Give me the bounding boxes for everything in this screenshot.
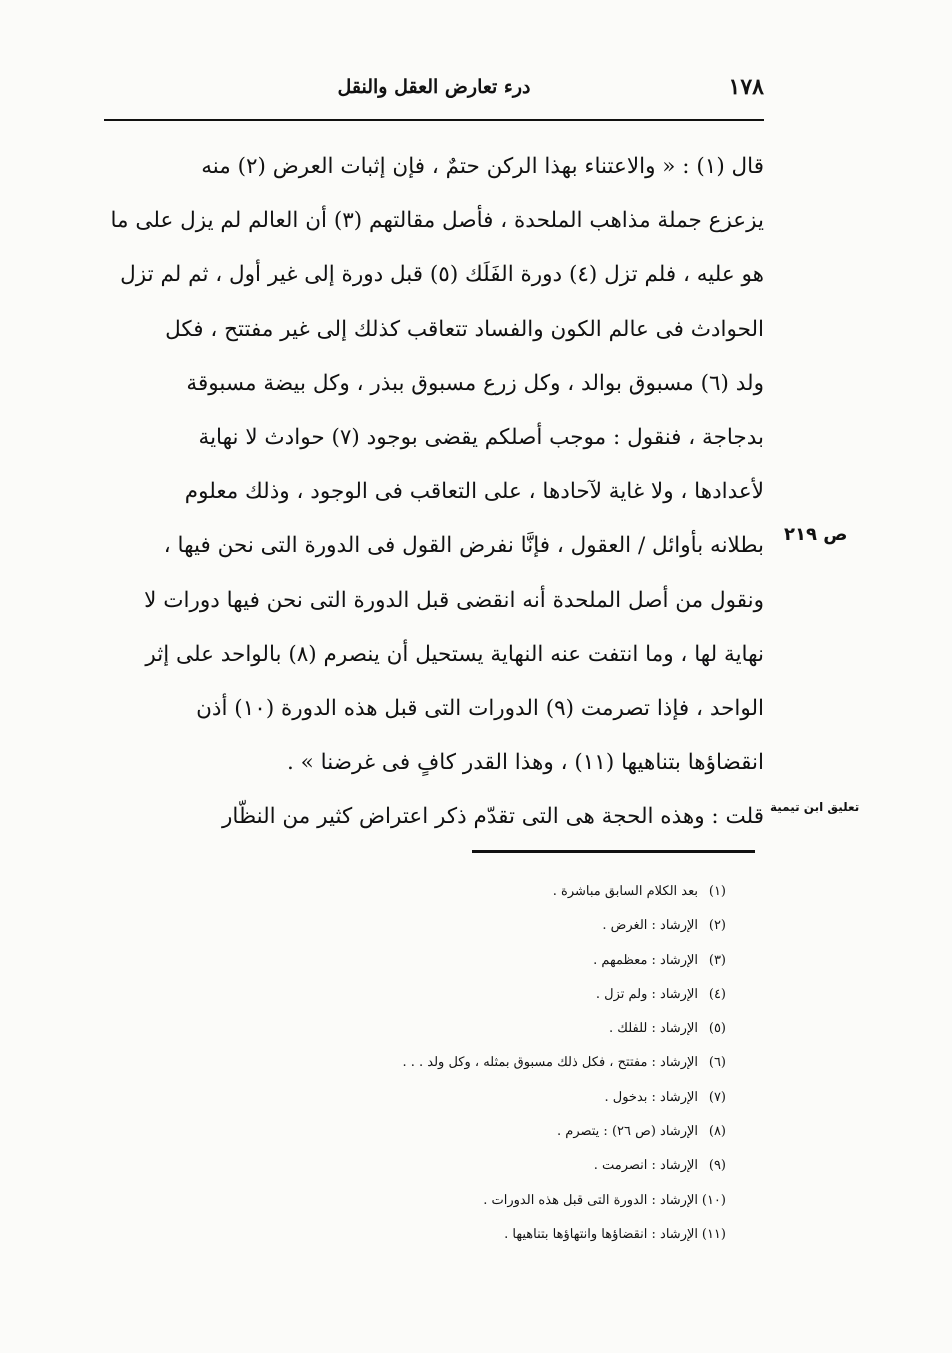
footnote-text: الإرشاد : بدخول . xyxy=(604,1089,698,1105)
footnote-number: (١٠) xyxy=(701,1192,726,1208)
footnote-text: الإرشاد : الغرض . xyxy=(602,918,698,934)
footnote-number: (١) xyxy=(708,884,726,899)
footnote-text: الإرشاد : انقضاؤها وانتهاؤها بتناهيها . xyxy=(504,1226,698,1242)
footnote-item xyxy=(246,1046,726,1080)
footnote-number: (٤) xyxy=(708,986,726,1002)
text-line-10: نهاية لها ، وما انتفت عنه النهاية يستحيل أن ينصرم (٨) بالواحد على إثر xyxy=(145,641,764,667)
footnote-item xyxy=(246,1218,726,1252)
footnote-text: الإرشاد : الدورة التى قبل هذه الدورات . xyxy=(483,1192,698,1208)
running-title: درء تعارض العقل والنقل xyxy=(337,76,531,98)
text-line-1: قال (١) : « والاعتناء بهذا الركن حتمٌ ، فإن إثبات العرض (٢) منه xyxy=(201,154,764,179)
footnote-number: (٨) xyxy=(708,1124,726,1140)
text-line-12: انقضاؤها بتناهيها (١١) ، وهذا القدر كافٍ فى غرضنا » . xyxy=(287,750,764,776)
footnote-text: الإرشاد : انصرمت . xyxy=(593,1158,698,1174)
footnote-item xyxy=(246,1149,726,1183)
footnote-text: الإرشاد : ولم تزل . xyxy=(595,986,698,1002)
footnote-item xyxy=(246,1012,726,1046)
footnote-item xyxy=(246,909,726,943)
page-header xyxy=(104,74,764,114)
main-text xyxy=(104,140,764,845)
text-line-5: ولد (٦) مسبوق بوالد ، وكل زرع مسبوق ببذر ، وكل بيضة مسبوقة xyxy=(186,370,764,396)
text-line-3: هو عليه ، فلم تزل (٤) دورة الفَلَك (٥) قبل دورة إلى غير أول ، ثم لم تزل xyxy=(120,262,764,288)
footnote-divider xyxy=(472,850,755,853)
text-line-6: بدجاجة ، فنقول : موجب أصلكم يقضى بوجود (٧) حوادث لا نهاية xyxy=(198,425,764,451)
header-divider xyxy=(104,119,764,121)
footnote-number: (٦) xyxy=(708,1055,726,1071)
footnote-number: (٢) xyxy=(708,918,726,934)
margin-comment-label: تعليق ابن تيمية xyxy=(770,800,860,814)
footnotes-list xyxy=(246,875,726,1252)
text-line-2: يزعزع جملة مذاهب الملحدة ، فأصل مقالتهم (٣) أن العالم لم يزل على ما xyxy=(110,208,764,234)
footnote-number: (٥) xyxy=(708,1021,726,1037)
text-line-9: ونقول من أصل الملحدة أنه انقضى قبل الدورة التى نحن فيها دورات لا xyxy=(144,587,764,613)
footnote-item xyxy=(246,944,726,978)
footnote-number: (١١) xyxy=(701,1226,726,1242)
text-line-8: بطلانه بأوائل / العقول ، فإنَّا نفرض القول فى الدورة التى نحن فيها ، xyxy=(163,533,764,559)
text-line-11: الواحد ، فإذا تصرمت (٩) الدورات التى قبل هذه الدورة (١٠) أذن xyxy=(196,696,764,722)
text-line-4: الحوادث فى عالم الكون والفساد تتعاقب كذلك إلى غير مفتتح ، فكل xyxy=(165,316,764,342)
footnote-text: الإرشاد : معظمهم . xyxy=(593,952,698,968)
footnote-number: (٣) xyxy=(708,952,726,968)
footnote-item xyxy=(246,875,726,909)
footnote-item xyxy=(246,1081,726,1115)
text-line-7: لأعدادها ، ولا غاية لآحادها ، على التعاقب فى الوجود ، وذلك معلوم xyxy=(184,479,764,505)
footnote-number: (٧) xyxy=(708,1089,726,1105)
footnote-item xyxy=(246,1115,726,1149)
footnote-number: (٩) xyxy=(708,1158,726,1174)
footnote-text: الإرشاد (ص ٢٦) : يتصرم . xyxy=(557,1124,698,1140)
footnote-text: بعد الكلام السابق مباشرة . xyxy=(552,884,698,899)
footnote-text: الإرشاد : مفتتح ، فكل ذلك مسبوق بمثله ، وكل ولد . . . xyxy=(402,1055,698,1071)
text-line-13: قلت : وهذه الحجة هى التى تقدّم ذكر اعتراض كثير من النظّار xyxy=(222,804,764,830)
footnote-item xyxy=(246,1184,726,1218)
footnote-text: الإرشاد : للفلك . xyxy=(609,1021,698,1037)
page-number: ١٧٨ xyxy=(728,74,764,100)
footnote-item xyxy=(246,978,726,1012)
margin-page-reference: ص ٢١٩ xyxy=(784,524,848,545)
